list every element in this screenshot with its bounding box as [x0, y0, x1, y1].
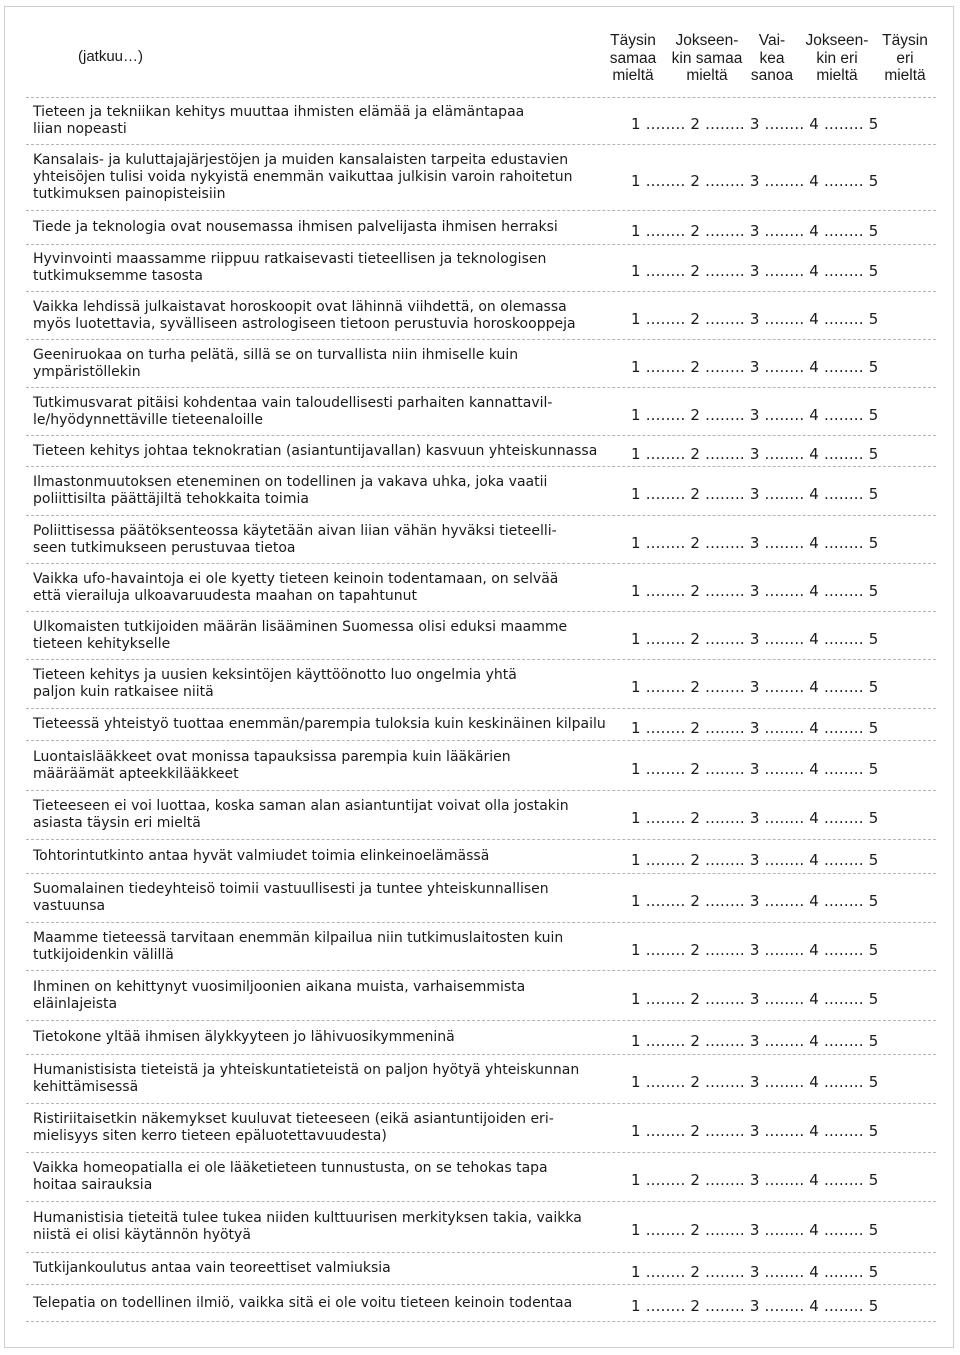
- statement-row: [26, 1202, 936, 1253]
- statement-text: Ristiriitaisetkin näkemykset kuuluvat tieteeseen (eikä asiantuntijoiden eri- mielisyys siten kerro tieteen epäluotettavuudesta): [33, 1111, 554, 1144]
- response-scale[interactable]: 1 ........ 2 ........ 3 ........ 4 ........ 5: [631, 357, 879, 376]
- response-scale[interactable]: 1 ........ 2 ........ 3 ........ 4 ........ 5: [631, 850, 879, 869]
- response-scale[interactable]: 1 ........ 2 ........ 3 ........ 4 ........ 5: [631, 221, 879, 240]
- response-scale[interactable]: 1 ........ 2 ........ 3 ........ 4 ........ 5: [631, 1171, 879, 1189]
- header-col-1: Täysin samaa mieltä: [609, 32, 657, 84]
- response-scale[interactable]: 1 ........ 2 ........ 3 ........ 4 ........ 5: [631, 115, 879, 133]
- header-col-4: Jokseen- kin eri mieltä: [805, 32, 869, 84]
- response-scale[interactable]: 1 ........ 2 ........ 3 ........ 4 ........ 5: [631, 1297, 879, 1315]
- statement-row: [26, 1021, 936, 1055]
- response-scale[interactable]: 1 ........ 2 ........ 3 ........ 4 ........ 5: [631, 1262, 879, 1281]
- response-scale[interactable]: 1 ........ 2 ........ 3 ........ 4 ........ 5: [631, 1031, 879, 1050]
- response-scale[interactable]: 1 ........ 2 ........ 3 ........ 4 ........ 5: [631, 485, 879, 503]
- response-scale[interactable]: 1 ........ 2 ........ 3 ........ 4 ........ 5: [631, 940, 879, 959]
- response-scale[interactable]: 1 ........ 2 ........ 3 ........ 4 ........ 5: [631, 629, 879, 648]
- statement-text: Tutkijankoulutus antaa vain teoreettiset valmiuksia: [33, 1260, 391, 1276]
- statement-text: Maamme tieteessä tarvitaan enemmän kilpailua niin tutkimuslaitosten kuin tutkijoidenkin välillä: [33, 929, 564, 963]
- statement-row: [26, 923, 936, 971]
- statement-text: Tohtorintutkinto antaa hyvät valmiudet toimia elinkeinoelämässä: [33, 848, 490, 864]
- statement-row: [26, 388, 936, 436]
- statement-row: [26, 516, 936, 564]
- statement-row: [26, 874, 936, 923]
- response-scale[interactable]: 1 ........ 2 ........ 3 ........ 4 ........ 5: [631, 533, 879, 552]
- statement-row: [26, 840, 936, 874]
- response-scale[interactable]: 1 ........ 2 ........ 3 ........ 4 ........ 5: [631, 892, 879, 910]
- response-scale[interactable]: 1 ........ 2 ........ 3 ........ 4 ........ 5: [631, 581, 879, 600]
- statement-row: [26, 467, 936, 516]
- header-col-3: Vai- kea sanoa: [750, 32, 794, 84]
- statement-row: [26, 97, 936, 145]
- statement-text: Tieteessä yhteistyö tuottaa enemmän/parempia tuloksia kuin keskinäinen kilpailu: [33, 716, 606, 732]
- response-scale[interactable]: 1 ........ 2 ........ 3 ........ 4 ........ 5: [631, 718, 879, 737]
- statement-row: [26, 1104, 936, 1153]
- statement-row: [26, 340, 936, 388]
- statement-text: Ilmastonmuutoksen eteneminen on todellinen ja vakava uhka, joka vaatii poliittisilta päättäjiltä tehokkaita toimia: [33, 474, 548, 507]
- statement-text: Ulkomaisten tutkijoiden määrän lisääminen Suomessa olisi eduksi maamme tieteen kehitykselle: [33, 618, 568, 652]
- response-scale[interactable]: 1 ........ 2 ........ 3 ........ 4 ........ 5: [631, 262, 879, 280]
- statement-row: [26, 211, 936, 245]
- statement-row: [26, 791, 936, 840]
- response-scale[interactable]: 1 ........ 2 ........ 3 ........ 4 ........ 5: [631, 1122, 879, 1140]
- statement-text: Poliittisessa päätöksenteossa käytetään aivan liian vähän hyväksi tieteelli- seen tutkimukseen perustuvaa tietoa: [33, 522, 557, 556]
- statement-text: Hyvinvointi maassamme riippuu ratkaisevasti tieteellisen ja teknologisen tutkimuksemme tasosta: [33, 251, 547, 284]
- statement-row: [26, 292, 936, 340]
- statement-text: Tieteen kehitys johtaa teknokratian (asiantuntijavallan) kasvuun yhteiskunnassa: [33, 442, 598, 459]
- response-scale[interactable]: 1 ........ 2 ........ 3 ........ 4 ........ 5: [631, 171, 879, 190]
- statement-text: Vaikka homeopatialla ei ole lääketieteen tunnustusta, on se tehokas tapa hoitaa sairauksia: [33, 1160, 548, 1193]
- response-scale[interactable]: 1 ........ 2 ........ 3 ........ 4 ........ 5: [631, 989, 879, 1008]
- statement-row: [26, 1285, 936, 1322]
- statement-text: Tieteen ja tekniikan kehitys muuttaa ihmisten elämää ja elämäntapaa liian nopeasti: [33, 104, 525, 137]
- response-scale[interactable]: 1 ........ 2 ........ 3 ........ 4 ........ 5: [631, 405, 879, 424]
- statement-text: Suomalainen tiedeyhteisö toimii vastuullisesti ja tuntee yhteiskunnallisen vastuunsa: [33, 881, 549, 914]
- statement-text: Geeniruokaa on turha pelätä, sillä se on turvallista niin ihmiselle kuin ympäristöllekin: [33, 346, 519, 380]
- response-scale[interactable]: 1 ........ 2 ........ 3 ........ 4 ........ 5: [631, 809, 879, 827]
- statement-row: [26, 245, 936, 292]
- response-scale[interactable]: 1 ........ 2 ........ 3 ........ 4 ........ 5: [631, 678, 879, 696]
- statement-row: [26, 660, 936, 709]
- statement-text: Vaikka ufo-havaintoja ei ole kyetty tieteen keinoin todentamaan, on selvää että vierailuja ulkoavaruudesta maahan on tapahtunut: [33, 570, 559, 604]
- statement-text: Tutkimusvarat pitäisi kohdentaa vain taloudellisesti parhaiten kannattavil- le/hyödynnettäville tieteenaloille: [33, 394, 553, 428]
- statement-row: [26, 971, 936, 1021]
- response-scale[interactable]: 1 ........ 2 ........ 3 ........ 4 ........ 5: [631, 1221, 879, 1239]
- statement-row: [26, 1055, 936, 1104]
- statement-text: Vaikka lehdissä julkaistavat horoskoopit ovat lähinnä viihdettä, on olemassa myös luotettavia, syvälliseen astrologiseen tietoon perustuvia horoskooppeja: [33, 298, 576, 332]
- response-scale[interactable]: 1 ........ 2 ........ 3 ........ 4 ........ 5: [631, 1073, 879, 1091]
- statement-text: Tieteen kehitys ja uusien keksintöjen käyttöönotto luo ongelmia yhtä paljon kuin ratkaisee niitä: [33, 667, 517, 700]
- header-col-5: Täysin eri mieltä: [882, 32, 928, 84]
- header-col-2: Jokseen- kin samaa mieltä: [671, 32, 743, 84]
- statement-text: Tieteeseen ei voi luottaa, koska saman alan asiantuntijat voivat olla jostakin asiasta täysin eri mieltä: [33, 798, 569, 831]
- response-scale[interactable]: 1 ........ 2 ........ 3 ........ 4 ........ 5: [631, 759, 879, 778]
- statement-text: Luontaislääkkeet ovat monissa tapauksissa parempia kuin lääkärien määräämät apteekkilääkkeet: [33, 748, 511, 782]
- statement-text: Kansalais- ja kuluttajajärjestöjen ja muiden kansalaisten tarpeita edustavien yhteisöjen tulisi voida nykyistä enemmän vaikuttaa julkisin varoin rahoitetun tutkimuksen painopisteisiin: [33, 152, 573, 202]
- statement-row: [26, 145, 936, 211]
- statement-row: [26, 436, 936, 467]
- statement-text: Tietokone yltää ihmisen älykkyyteen jo lähivuosikymmeninä: [33, 1029, 455, 1045]
- response-scale[interactable]: 1 ........ 2 ........ 3 ........ 4 ........ 5: [631, 309, 879, 328]
- continued-label: (jatkuu…): [78, 48, 144, 65]
- response-scale[interactable]: 1 ........ 2 ........ 3 ........ 4 ........ 5: [631, 445, 879, 463]
- statement-text: Tiede ja teknologia ovat nousemassa ihmisen palvelijasta ihmisen herraksi: [33, 219, 558, 235]
- statement-text: Ihminen on kehittynyt vuosimiljoonien aikana muista, varhaisemmista eläinlajeista: [33, 978, 526, 1012]
- statement-row: [26, 741, 936, 791]
- statement-text: Humanistisista tieteistä ja yhteiskuntatieteistä on paljon hyötyä yhteiskunnan kehittämisessä: [33, 1062, 580, 1095]
- statement-row: [26, 612, 936, 660]
- statement-text: Humanistisia tieteitä tulee tukea niiden kulttuurisen merkityksen takia, vaikka niistä ei olisi käytännön hyötyä: [33, 1210, 582, 1243]
- statement-row: [26, 1253, 936, 1285]
- statement-row: [26, 564, 936, 612]
- statement-text: Telepatia on todellinen ilmiö, vaikka sitä ei ole voitu tieteen keinoin todentaa: [33, 1294, 573, 1311]
- statement-row: [26, 709, 936, 741]
- statement-row: [26, 1153, 936, 1202]
